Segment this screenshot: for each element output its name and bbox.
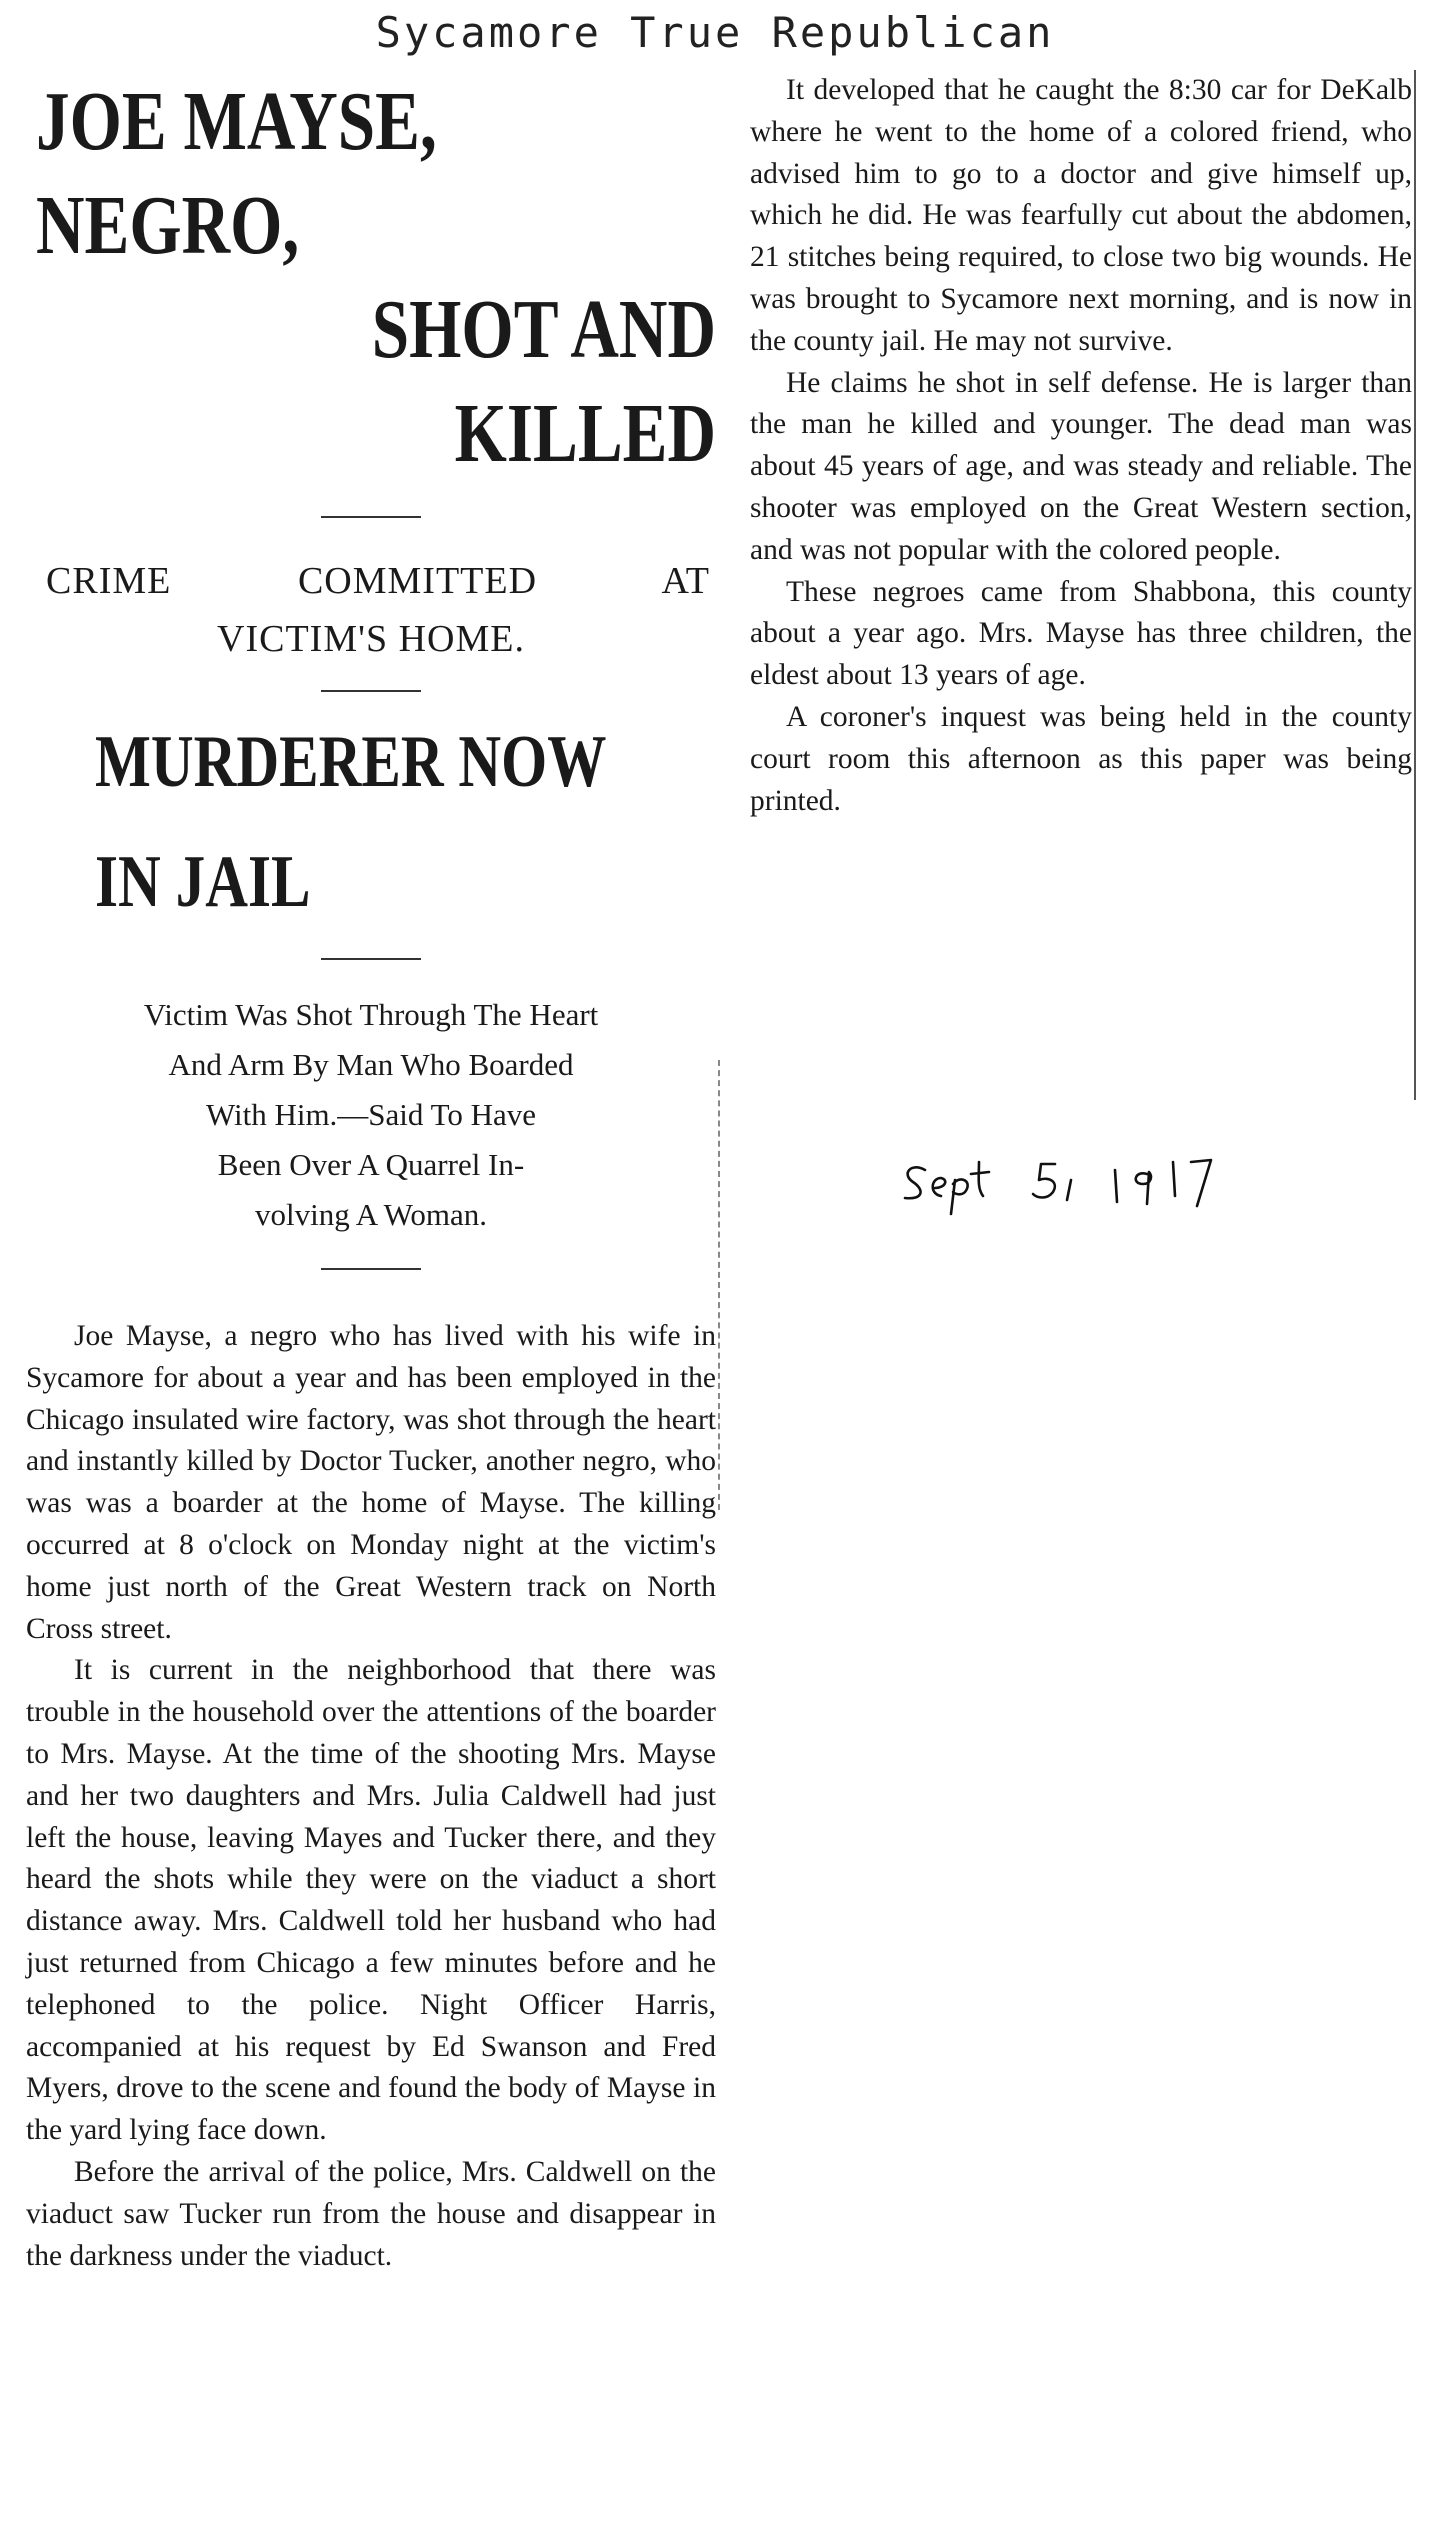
article-body-right xyxy=(750,70,1412,822)
left-column xyxy=(26,70,716,2277)
paragraph: It is current in the neighborhood that there was trouble in the household over the attentions of the boarder to Mrs. Mayse. At the time of the shooting Mrs. Mayse and her two daughters and Mrs. Julia Caldwell had just left the house, leaving Mayes and Tucker there, and they heard the shots while they were on the viaduct a short distance away. Mrs. Caldwell told her husband who had just returned from Chicago a few minutes before and he telephoned to the police. Night Officer Harris, accompanied at his request by Ed Swanson and Fred Myers, drove to the scene and found the body of Mayse in the yard lying face down. xyxy=(26,1654,716,2147)
divider-rule xyxy=(321,690,421,692)
divider-rule xyxy=(321,1268,421,1270)
paragraph: Before the arrival of the police, Mrs. Caldwell on the viaduct saw Tucker run from the house and disappear in the darkness under the viaduct. xyxy=(26,2155,716,2272)
headline-line-1: JOE MAYSE, NEGRO, xyxy=(36,75,437,272)
deck-line-1: Victim Was Shot Through The Heart xyxy=(143,997,599,1032)
deck-line-3: With Him.—Said To Have xyxy=(205,1097,537,1132)
deck-line-5: volving A Woman. xyxy=(254,1197,488,1232)
masthead: Sycamore True Republican xyxy=(375,8,1055,57)
paragraph: A coroner's inquest was being held in the county court room this afternoon as this paper was being printed. xyxy=(750,700,1412,817)
clipping-edge xyxy=(1414,70,1416,1100)
paragraph: It developed that he caught the 8:30 car for DeKalb where he went to the home of a colored friend, who advised him to go to a doctor and give himself up, which he did. He was fearfully cut about the abdomen, 21 stitches being required, to close two big wounds. He was brought to Sycamore next morning, and is now in the county jail. He may not survive. xyxy=(750,74,1412,357)
deck-line-2: And Arm By Man Who Boarded xyxy=(168,1047,574,1082)
paragraph: He claims he shot in self defense. He is larger than the man he killed and younger. The dead man was about 45 years of age, and was steady and reliable. The shooter was employed on the Great Western section, and was not popular with the colored people. xyxy=(750,366,1412,566)
divider-rule xyxy=(321,958,421,960)
paragraph: Joe Mayse, a negro who has lived with his wife in Sycamore for about a year and has been employed in the Chicago insulated wire factory, was shot through the heart and instantly killed by Doctor Tucker, another negro, who was was a boarder at the home of Mayse. The killing occurred at 8 o'clock on Monday night at the victim's home just north of the Great Western track on North Cross street. xyxy=(26,1320,716,1645)
right-column xyxy=(750,70,1412,822)
handwritten-date xyxy=(895,1140,1255,1220)
column-divider xyxy=(718,1060,720,1510)
paragraph: These negroes came from Shabbona, this county about a year ago. Mrs. Mayse has three children, the eldest about 13 years of age. xyxy=(750,575,1412,692)
headline-murderer: MURDERER NOW IN JAIL xyxy=(95,721,606,923)
subhead-line-1: CRIME COMMITTED AT xyxy=(46,560,710,602)
divider-rule xyxy=(321,516,421,518)
deck-line-4: Been Over A Quarrel In- xyxy=(217,1147,525,1182)
subhead-line-2: VICTIM'S HOME. xyxy=(217,618,525,660)
article-body-left xyxy=(26,1316,716,2277)
headline-line-2: SHOT AND KILLED xyxy=(371,283,716,480)
